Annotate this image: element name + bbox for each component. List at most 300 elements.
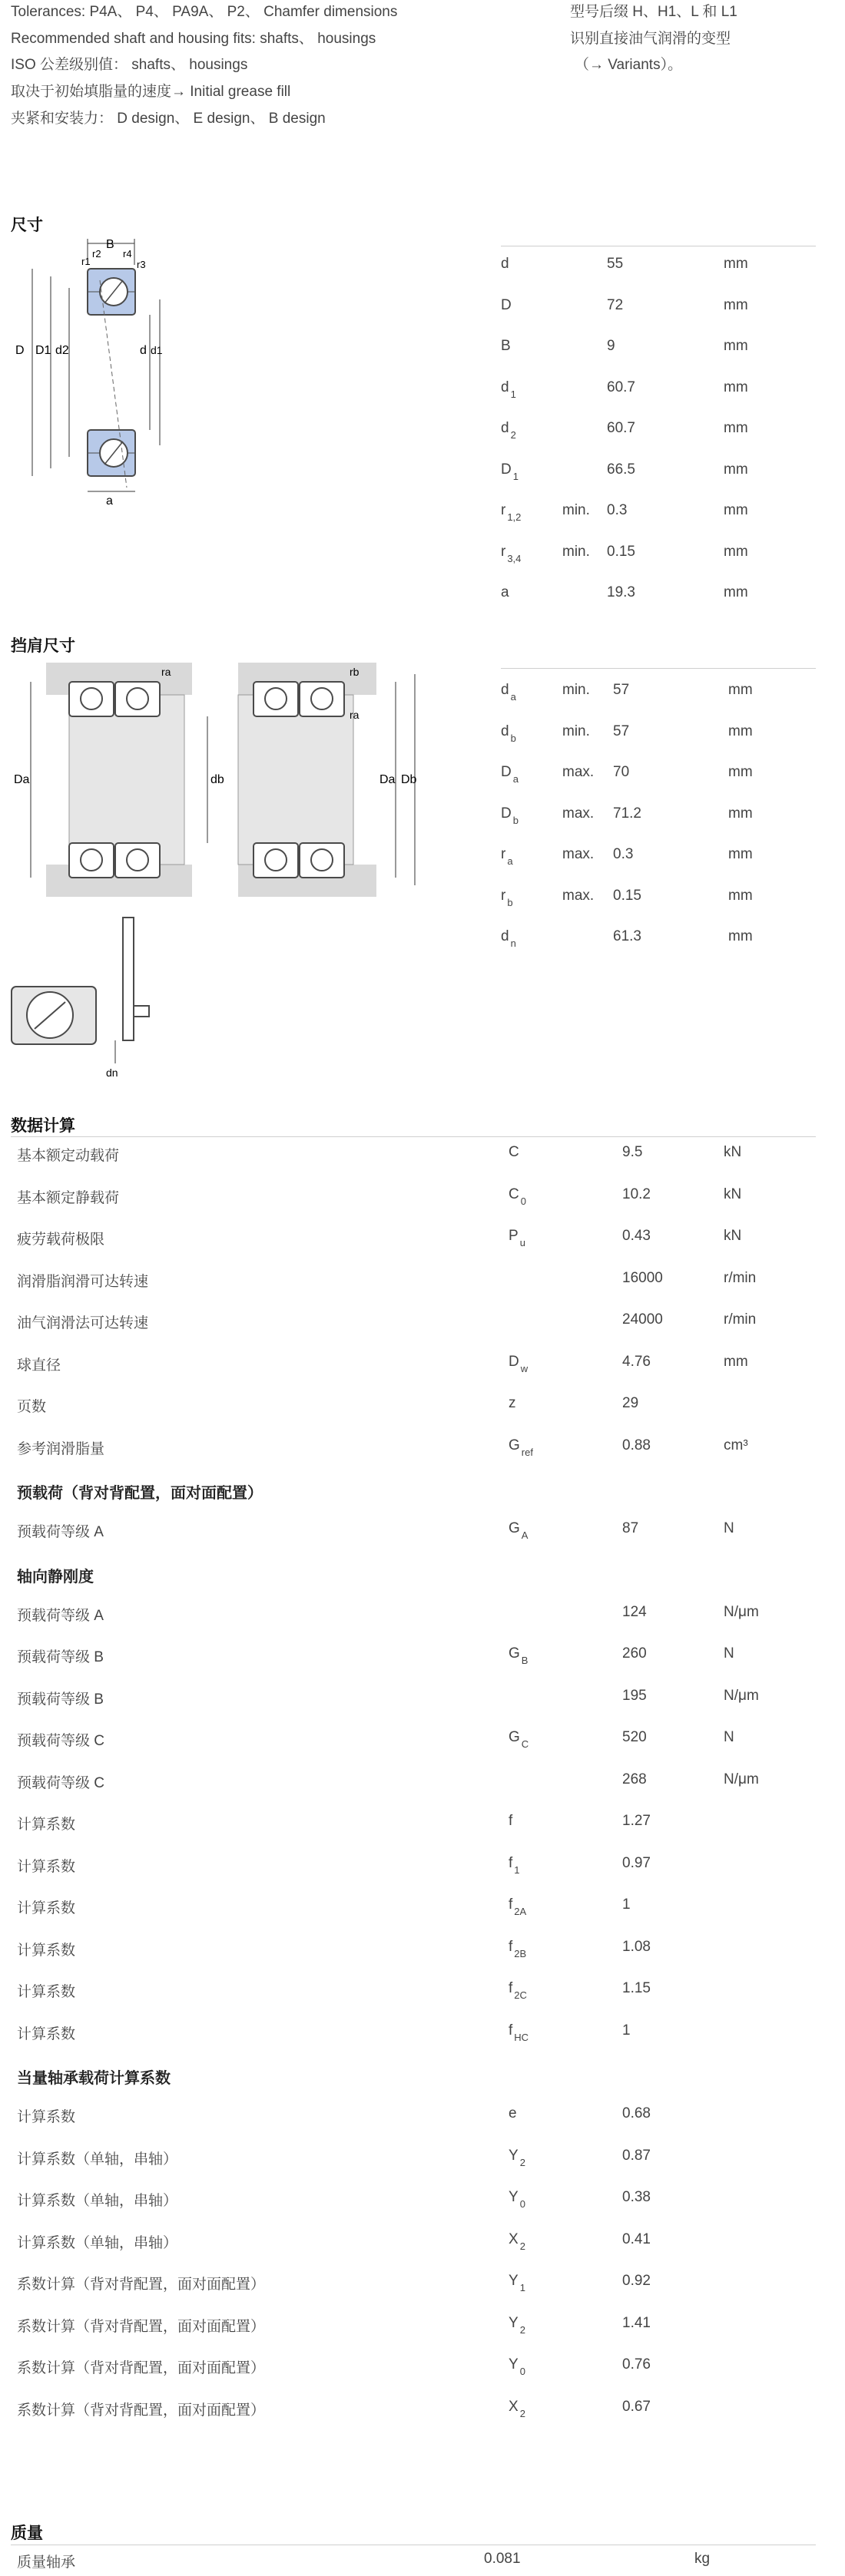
calc-row [17,1354,831,1377]
symbol-subscript: 2A [514,1906,527,1917]
dimension-symbol [501,543,522,564]
calc-unit: cm³ [724,1437,748,1453]
symbol-subscript: a [507,855,513,867]
dimension-value: 0.3 [607,502,628,518]
calc-value: 0.92 [622,2273,651,2289]
calc-value: 24000 [622,1311,663,1328]
calc-unit: r/min [724,1269,757,1286]
label-db: db [210,773,224,786]
abutment-row [501,888,816,911]
calc-label: 预载荷等级 A [17,1524,104,1540]
mass-label: 质量轴承 [17,2555,76,2571]
calc-unit: N/μm [724,1687,759,1704]
calc-symbol [509,1980,527,2001]
calc-label: 基本额定动载荷 [17,1148,120,1164]
symbol-subscript: a [510,691,516,703]
symbol-main: z [509,1395,516,1411]
symbol-main: d [501,420,509,436]
calc-label: 疲劳载荷极限 [17,1232,105,1248]
abutment-row [501,764,816,787]
dimension-unit: mm [724,296,748,313]
symbol-main: r [501,846,506,862]
symbol-main: D [501,764,512,780]
calc-value: 260 [622,1645,647,1662]
label-rb: rb [350,666,360,678]
symbol-subscript: 0 [519,2366,525,2377]
calc-group-heading: 轴向静刚度 [17,1568,94,1586]
symbol-main: P [509,1228,519,1244]
calc-row [17,1395,831,1418]
calc-symbol [509,2147,525,2168]
dimension-symbol [501,379,516,400]
calc-unit: mm [724,1353,748,1370]
dimension-row [501,297,816,320]
calc-row [17,1645,831,1668]
symbol-main: e [509,2105,517,2121]
calc-unit: N/μm [724,1771,759,1787]
dimension-row [501,461,816,484]
divider [11,1136,816,1137]
calc-row [17,1311,831,1334]
label-D: D [15,344,25,357]
calc-value: 0.67 [622,2398,651,2415]
symbol-main: G [509,1645,520,1662]
calc-symbol [509,1729,529,1750]
abutment-unit: mm [728,846,753,862]
calc-value: 1 [622,1896,631,1913]
dimension-symbol [501,256,509,273]
calc-label: 页数 [17,1399,47,1415]
calc-label: 参考润滑脂量 [17,1440,105,1457]
abutment-qualifier: min. [562,723,590,739]
dimension-symbol [501,420,516,441]
symbol-subscript: u [519,1237,525,1248]
dimension-unit: mm [724,543,748,560]
calc-symbol [509,2022,529,2043]
mass-value: 0.081 [484,2551,521,2567]
calc-value: 87 [622,1520,639,1536]
calc-label: 计算系数 [17,2109,76,2125]
abutment-symbol [501,887,513,908]
dimension-symbol [501,502,522,523]
abutment-row [501,928,816,951]
calc-label: 基本额定静载荷 [17,1189,120,1206]
dimension-unit: mm [724,420,748,436]
calc-value: 195 [622,1687,647,1704]
abutment-symbol [501,723,516,744]
section-title-abutment: 挡肩尺寸 [11,637,75,655]
abutment-value: 0.15 [613,887,641,904]
calc-unit: N [724,1729,734,1745]
dimension-row [501,338,816,361]
calc-symbol [509,1437,533,1458]
dimension-row [501,502,816,525]
symbol-subscript: 2 [510,429,516,441]
label-ra: ra [350,709,360,721]
calc-row [17,2356,831,2379]
symbol-main: X [509,2230,519,2247]
label-r1: r1 [81,256,91,267]
dimension-row [501,544,816,567]
symbol-subscript: 1 [512,470,519,482]
seal-gap-diagram [8,914,161,1090]
abutment-unit: mm [728,764,753,780]
calc-value: 0.87 [622,2147,651,2164]
abutment-qualifier: max. [562,764,595,780]
calc-label: 系数计算（背对背配置，面对面配置） [17,2318,266,2335]
calc-symbol [509,1645,529,1666]
calc-row [17,1729,831,1752]
calc-value: 9.5 [622,1144,643,1160]
calc-row [17,2273,831,2296]
symbol-main: D [501,296,512,313]
label-B: B [106,238,114,251]
calc-row [17,1437,831,1460]
calc-unit: N/μm [724,1603,759,1620]
symbol-subscript: 2 [519,2156,525,2168]
symbol-main: X [509,2398,519,2415]
symbol-main: f [509,1813,513,1829]
calc-unit: N [724,1520,734,1536]
calc-symbol [509,2273,525,2293]
symbol-main: f [509,1854,513,1871]
symbol-main: d [501,928,509,944]
calc-row [17,1939,831,1962]
calc-label: 系数计算（背对背配置，面对面配置） [17,2402,266,2419]
abutment-qualifier: max. [562,846,595,862]
abutment-symbol [501,846,513,867]
symbol-main: Y [509,2189,519,2205]
abutment-symbol [501,805,519,826]
calc-value: 0.41 [622,2230,651,2247]
symbol-main: G [509,1520,520,1536]
calc-row [17,1144,831,1167]
abutment-unit: mm [728,682,753,698]
dimension-unit: mm [724,502,748,518]
symbol-subscript: 1 [514,1863,520,1876]
calc-label: 润滑脂润滑可达转速 [17,1273,149,1290]
abutment-value: 57 [613,682,630,698]
symbol-main: C [509,1185,519,1202]
calc-symbol [509,2105,517,2122]
dimension-value: 60.7 [607,420,635,436]
calc-symbol [509,1520,529,1541]
calc-row [17,1980,831,2003]
symbol-main: f [509,2022,513,2039]
calc-label: 预载荷等级 B [17,1649,104,1665]
calc-value: 4.76 [622,1353,651,1370]
dimension-symbol [501,461,519,482]
calc-unit: kN [724,1185,742,1202]
mass-row [17,2551,831,2574]
abutment-unit: mm [728,887,753,904]
label-r4: r4 [123,248,132,260]
calc-symbol [509,2356,525,2377]
symbol-subscript: 2 [519,2323,525,2336]
symbol-subscript: HC [514,2031,529,2043]
abutment-qualifier: min. [562,682,590,698]
dimension-unit: mm [724,584,748,600]
label-d: d [140,344,147,357]
dimension-qualifier: min. [562,502,590,518]
calc-row [17,1855,831,1878]
intro-line: Tolerances: P4A、 P4、 PA9A、 P2、 Chamfer dimensions [11,4,398,20]
divider [501,668,816,669]
symbol-main: r [501,887,506,904]
abutment-symbol [501,682,516,703]
abutment-row [501,846,816,869]
section-title-calc: 数据计算 [11,1117,75,1135]
calc-value: 10.2 [622,1185,651,1202]
intro-line: 取决于初始填脂量的速度→ Initial grease fill [11,84,291,100]
calc-row [17,2231,831,2254]
label-a: a [106,494,113,508]
dimension-value: 0.15 [607,543,635,560]
calc-symbol [509,1353,529,1374]
calc-row [17,1688,831,1711]
abutment-value: 71.2 [613,805,641,822]
symbol-main: G [509,1437,520,1453]
calc-row [17,2022,831,2045]
calc-row [17,1270,831,1293]
intro-line: 夹紧和安装力： D design、 E design、 B design [11,111,326,127]
symbol-subscript: 0 [520,1195,526,1207]
calc-unit: kN [724,1144,742,1160]
symbol-subscript: 2 [519,2407,525,2419]
calc-value: 16000 [622,1269,663,1286]
dimension-symbol [501,297,512,314]
calc-label: 预载荷等级 C [17,1774,105,1791]
symbol-main: f [509,1938,513,1955]
symbol-main: r [501,543,506,560]
symbol-main: d [501,682,509,698]
calc-label: 计算系数（单轴，串轴） [17,2151,178,2168]
bearing-section-diagram [8,234,161,511]
calc-label: 系数计算（背对背配置，面对面配置） [17,2277,266,2293]
calc-unit: N [724,1645,734,1662]
calc-symbol [509,1228,525,1248]
dimension-unit: mm [724,338,748,354]
calc-value: 29 [622,1395,639,1411]
symbol-subscript: ref [521,1446,533,1458]
symbol-main: G [509,1729,520,1745]
symbol-main: D [509,1353,519,1370]
dimension-row [501,420,816,443]
label-r3: r3 [137,259,146,270]
intro-line: （→ Variants）。 [575,57,683,73]
calc-group-heading: 当量轴承载荷计算系数 [17,2070,171,2087]
symbol-main: f [509,1980,513,1996]
calc-value: 0.43 [622,1228,651,1244]
dimension-unit: mm [724,256,748,272]
calc-label: 计算系数 [17,1817,76,1833]
calc-row [17,1186,831,1209]
calc-value: 1.41 [622,2314,651,2331]
calc-value: 520 [622,1729,647,1745]
label-d2: d2 [55,344,69,357]
symbol-main: d [501,256,509,272]
calc-label: 计算系数 [17,1984,76,2000]
dimension-value: 66.5 [607,461,635,478]
calc-value: 1 [622,2022,631,2039]
symbol-subscript: 2 [519,2240,525,2252]
symbol-main: D [501,805,512,822]
symbol-subscript: 3,4 [507,552,522,564]
abutment-value: 57 [613,723,630,739]
calc-row [17,2399,831,2422]
calc-value: 1.08 [622,1938,651,1955]
calc-symbol [509,1395,516,1412]
symbol-main: C [509,1144,519,1160]
dimension-value: 60.7 [607,379,635,395]
symbol-subscript: 1 [519,2282,525,2293]
calc-label: 系数计算（背对背配置，面对面配置） [17,2360,266,2376]
symbol-subscript: b [512,814,519,826]
dimension-unit: mm [724,379,748,395]
dimension-value: 9 [607,338,615,354]
label-Da: Da [14,773,30,786]
calc-row [17,1520,831,1543]
calc-row [17,2189,831,2212]
symbol-subscript: b [507,896,513,908]
intro-line: Recommended shaft and housing fits: shafts、 housings [11,31,376,47]
calc-label: 预载荷等级 B [17,1691,104,1708]
calc-row [17,1771,831,1794]
intro-line: 识别直接油气润滑的变型 [570,31,731,47]
abutment-symbol [501,928,516,949]
label-r2: r2 [92,248,101,260]
calc-symbol [509,1185,526,1207]
symbol-main: Y [509,2356,519,2373]
calc-unit: kN [724,1228,742,1244]
calc-symbol [509,1938,527,1959]
calc-label: 预载荷等级 C [17,1733,105,1749]
symbol-subscript: 1 [510,388,516,400]
symbol-subscript: n [510,937,516,949]
label-ra: ra [161,666,171,678]
calc-row [17,2315,831,2338]
calc-value: 124 [622,1603,647,1620]
calc-symbol [509,1813,512,1830]
calc-symbol [509,2189,525,2210]
calc-label: 计算系数 [17,1900,76,1916]
calc-label: 计算系数（单轴，串轴） [17,2234,178,2251]
intro-line: 型号后缀 H、H1、L 和 L1 [570,4,737,20]
calc-value: 0.97 [622,1854,651,1871]
section-title-mass: 质量 [11,2525,43,2542]
calc-label: 计算系数 [17,2025,76,2042]
label-Db: Db [401,773,417,786]
symbol-subscript: C [521,1738,529,1750]
calc-value: 268 [622,1771,647,1787]
section-title-dimensions: 尺寸 [11,217,43,234]
symbol-main: Y [509,2147,519,2164]
calc-symbol [509,2230,525,2252]
abutment-row [501,723,816,746]
dimension-symbol [501,584,509,601]
dimension-value: 72 [607,296,624,313]
calc-label: 油气润滑法可达转速 [17,1315,149,1331]
symbol-main: D [501,461,512,478]
dimension-value: 55 [607,256,624,272]
calc-row [17,1813,831,1836]
calc-value: 1.15 [622,1980,651,1996]
calc-value: 0.68 [622,2105,651,2121]
symbol-main: r [501,502,506,518]
abutment-diagram [8,659,422,904]
abutment-qualifier: max. [562,805,595,822]
calc-value: 0.88 [622,1437,651,1453]
abutment-symbol [501,764,519,785]
label-D1: D1 [35,344,51,357]
abutment-row [501,805,816,828]
dimension-row [501,256,816,279]
calc-unit: r/min [724,1311,757,1328]
calc-row [17,1896,831,1920]
abutment-qualifier: max. [562,887,595,904]
calc-label: 预载荷等级 A [17,1607,104,1624]
dimension-row [501,379,816,402]
symbol-subscript: w [520,1362,529,1374]
intro-line: ISO 公差级别值： shafts、 housings [11,57,248,73]
calc-group-heading: 预载荷（背对背配置，面对面配置） [17,1485,263,1502]
calc-row [17,1604,831,1627]
symbol-subscript: 0 [519,2198,525,2210]
symbol-main: d [501,723,509,739]
mass-unit: kg [694,2551,711,2567]
abutment-unit: mm [728,928,753,944]
symbol-main: Y [509,2314,519,2331]
symbol-subscript: A [521,1529,529,1541]
calc-symbol [509,2314,525,2336]
calc-label: 计算系数 [17,1942,76,1959]
calc-row [17,2148,831,2171]
dimension-symbol [501,338,511,355]
abutment-unit: mm [728,723,753,739]
calc-symbol [509,1896,527,1917]
symbol-main: d [501,379,509,395]
abutment-value: 70 [613,764,630,780]
label-dn: dn [106,1066,118,1079]
symbol-main: B [501,338,511,354]
abutment-value: 61.3 [613,928,641,944]
calc-symbol [509,2398,525,2419]
calc-row [17,2105,831,2128]
calc-label: 球直径 [17,1357,61,1374]
calc-symbol [509,1854,520,1876]
abutment-value: 0.3 [613,846,634,862]
dimension-row [501,584,816,607]
dimension-qualifier: min. [562,543,590,560]
symbol-main: Y [509,2273,519,2289]
calc-label: 计算系数（单轴，串轴） [17,2193,178,2209]
symbol-subscript: B [521,1655,529,1666]
symbol-subscript: 1,2 [507,511,522,523]
symbol-main: a [501,584,509,600]
symbol-subscript: a [512,773,519,785]
calc-symbol [509,1144,519,1161]
symbol-subscript: b [510,732,516,744]
abutment-unit: mm [728,805,753,822]
calc-value: 1.27 [622,1813,651,1829]
calc-row [17,1228,831,1251]
calc-value: 0.38 [622,2189,651,2205]
dimension-value: 19.3 [607,584,635,600]
dimension-unit: mm [724,461,748,478]
calc-value: 0.76 [622,2356,651,2373]
symbol-main: f [509,1896,513,1913]
label-d1: d1 [151,344,163,356]
